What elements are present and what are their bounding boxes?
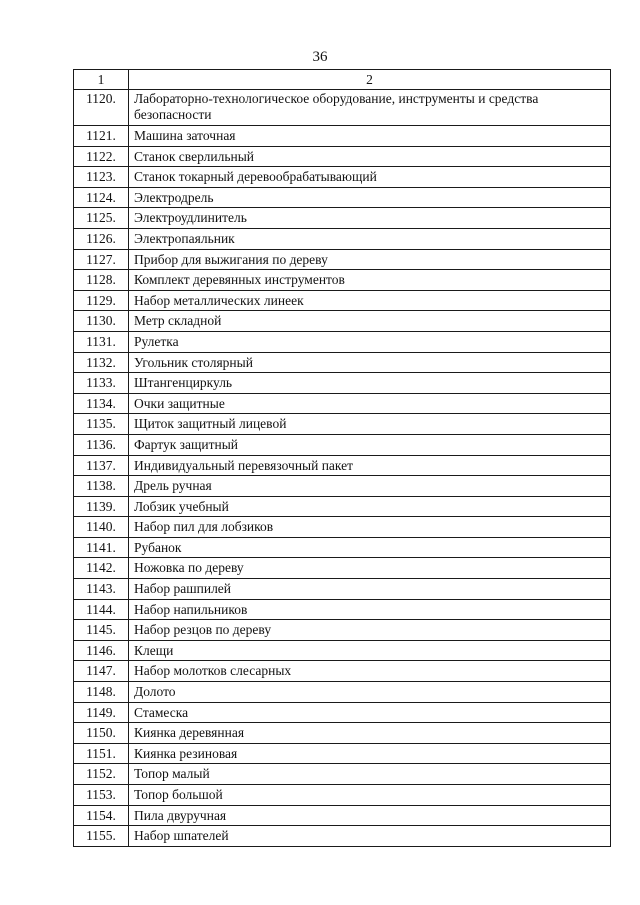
row-item-name: Долото — [129, 682, 611, 703]
row-item-name: Фартук защитный — [129, 434, 611, 455]
row-item-name: Электропаяльник — [129, 228, 611, 249]
table-row — [74, 537, 611, 558]
table-row — [74, 640, 611, 661]
row-item-name: Электроудлинитель — [129, 208, 611, 229]
row-number: 1134. — [74, 393, 129, 414]
row-number: 1154. — [74, 805, 129, 826]
row-item-name: Электродрель — [129, 187, 611, 208]
table-row — [74, 208, 611, 229]
table-row — [74, 785, 611, 806]
row-item-name: Рубанок — [129, 537, 611, 558]
row-number: 1150. — [74, 723, 129, 744]
row-item-name: Набор молотков слесарных — [129, 661, 611, 682]
row-number: 1130. — [74, 311, 129, 332]
row-item-name: Индивидуальный перевязочный пакет — [129, 455, 611, 476]
table-row — [74, 146, 611, 167]
table-row — [74, 702, 611, 723]
table-row — [74, 743, 611, 764]
row-item-name: Лобзик учебный — [129, 496, 611, 517]
table-body — [74, 90, 611, 847]
table-row — [74, 599, 611, 620]
row-number: 1135. — [74, 414, 129, 435]
row-number: 1125. — [74, 208, 129, 229]
row-item-name: Пила двуручная — [129, 805, 611, 826]
row-number: 1146. — [74, 640, 129, 661]
row-number: 1153. — [74, 785, 129, 806]
row-number: 1137. — [74, 455, 129, 476]
row-item-name: Набор шпателей — [129, 826, 611, 847]
row-number: 1122. — [74, 146, 129, 167]
equipment-table — [73, 69, 611, 847]
table-row — [74, 414, 611, 435]
row-number: 1148. — [74, 682, 129, 703]
row-number: 1126. — [74, 228, 129, 249]
row-item-name: Угольник столярный — [129, 352, 611, 373]
row-item-name: Дрель ручная — [129, 476, 611, 497]
row-number: 1123. — [74, 167, 129, 188]
table-row — [74, 290, 611, 311]
row-item-name: Метр складной — [129, 311, 611, 332]
row-item-name: Набор рашпилей — [129, 579, 611, 600]
table-row — [74, 476, 611, 497]
row-number: 1139. — [74, 496, 129, 517]
row-number: 1120. — [74, 90, 129, 126]
row-item-name: Щиток защитный лицевой — [129, 414, 611, 435]
table-row — [74, 579, 611, 600]
table-row — [74, 90, 611, 126]
table-row — [74, 311, 611, 332]
row-number: 1133. — [74, 373, 129, 394]
row-number: 1129. — [74, 290, 129, 311]
row-item-name: Машина заточная — [129, 126, 611, 147]
table-row — [74, 661, 611, 682]
row-number: 1144. — [74, 599, 129, 620]
table-row — [74, 826, 611, 847]
page-number: 36 — [312, 49, 328, 65]
row-number: 1145. — [74, 620, 129, 641]
row-item-name: Лабораторно-технологическое оборудование, инструменты и средства безопасности — [129, 90, 611, 126]
row-number: 1127. — [74, 249, 129, 270]
table-row — [74, 352, 611, 373]
row-number: 1131. — [74, 331, 129, 352]
table-row — [74, 331, 611, 352]
table-row — [74, 455, 611, 476]
row-item-name: Набор напильников — [129, 599, 611, 620]
column-header-number: 1 — [74, 70, 129, 90]
row-item-name: Комплект деревянных инструментов — [129, 270, 611, 291]
row-number: 1136. — [74, 434, 129, 455]
row-number: 1151. — [74, 743, 129, 764]
table-row — [74, 620, 611, 641]
table-row — [74, 496, 611, 517]
row-number: 1132. — [74, 352, 129, 373]
row-item-name: Стамеска — [129, 702, 611, 723]
table-row — [74, 434, 611, 455]
row-item-name: Киянка деревянная — [129, 723, 611, 744]
table-row — [74, 558, 611, 579]
table-row — [74, 249, 611, 270]
row-item-name: Клещи — [129, 640, 611, 661]
row-number: 1124. — [74, 187, 129, 208]
row-item-name: Топор большой — [129, 785, 611, 806]
row-item-name: Очки защитные — [129, 393, 611, 414]
table-row — [74, 805, 611, 826]
table-row — [74, 764, 611, 785]
table-row — [74, 228, 611, 249]
row-number: 1140. — [74, 517, 129, 538]
row-number: 1128. — [74, 270, 129, 291]
row-item-name: Ножовка по дереву — [129, 558, 611, 579]
row-number: 1142. — [74, 558, 129, 579]
table-row — [74, 373, 611, 394]
table-header-row — [74, 70, 611, 90]
row-number: 1143. — [74, 579, 129, 600]
table-row — [74, 723, 611, 744]
row-item-name: Набор металлических линеек — [129, 290, 611, 311]
row-number: 1141. — [74, 537, 129, 558]
row-item-name: Набор резцов по дереву — [129, 620, 611, 641]
row-item-name: Штангенциркуль — [129, 373, 611, 394]
row-item-name: Прибор для выжигания по дереву — [129, 249, 611, 270]
row-number: 1149. — [74, 702, 129, 723]
table-row — [74, 682, 611, 703]
row-item-name: Топор малый — [129, 764, 611, 785]
row-item-name: Станок токарный деревообрабатывающий — [129, 167, 611, 188]
row-number: 1138. — [74, 476, 129, 497]
row-item-name: Набор пил для лобзиков — [129, 517, 611, 538]
row-number: 1121. — [74, 126, 129, 147]
row-number: 1147. — [74, 661, 129, 682]
row-item-name: Станок сверлильный — [129, 146, 611, 167]
row-item-name: Киянка резиновая — [129, 743, 611, 764]
table-row — [74, 167, 611, 188]
row-number: 1155. — [74, 826, 129, 847]
table-row — [74, 270, 611, 291]
row-number: 1152. — [74, 764, 129, 785]
table-row — [74, 187, 611, 208]
column-header-item: 2 — [129, 70, 611, 90]
table-row — [74, 393, 611, 414]
table-row — [74, 517, 611, 538]
row-item-name: Рулетка — [129, 331, 611, 352]
table-row — [74, 126, 611, 147]
